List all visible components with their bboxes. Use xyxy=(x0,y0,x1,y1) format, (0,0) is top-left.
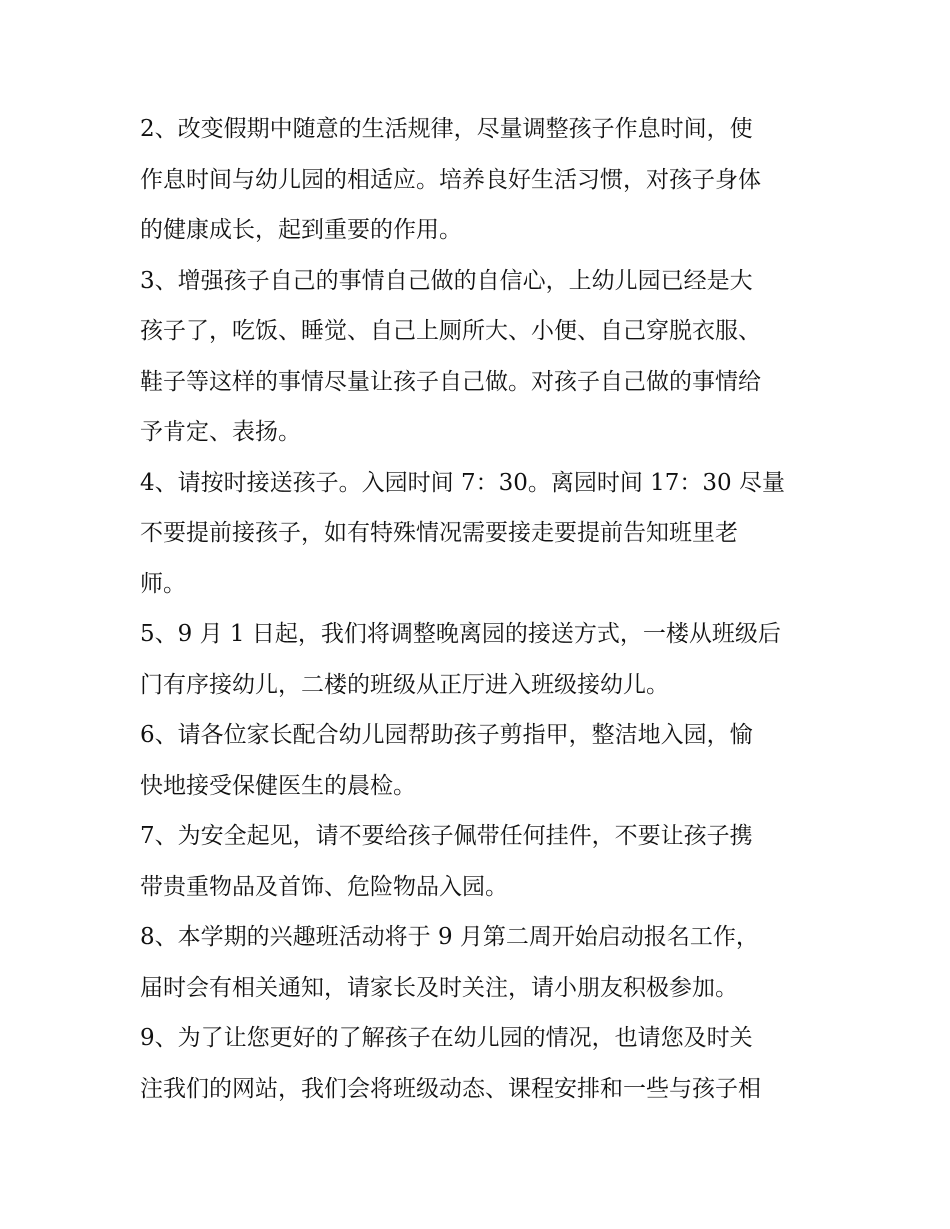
paragraph-item-4 xyxy=(140,458,820,610)
text-line: 的健康成长，起到重要的作用。 xyxy=(140,217,462,243)
text-line: 6、请各位家长配合幼儿园帮助孩子剪指甲，整洁地入园，愉 xyxy=(140,722,753,748)
text-line: 届时会有相关通知，请家长及时关注，请小朋友积极参加。 xyxy=(140,974,738,1001)
text-line: 鞋子等这样的事情尽量让孩子自己做。对孩子自己做的事情给 xyxy=(140,368,761,395)
text-line: 作息时间与幼儿园的相适应。培养良好生活习惯，对孩子身体 xyxy=(140,166,761,193)
text-line: 8、本学期的兴趣班活动将于 9 月第二周开始启动报名工作， xyxy=(140,924,759,950)
text-line: 7、为安全起见，请不要给孩子佩带任何挂件，不要让孩子携 xyxy=(140,823,753,849)
paragraph-item-6 xyxy=(140,710,820,811)
text-line: 4、请按时接送孩子。入园时间 7：30。离园时间 17：30 尽量 xyxy=(140,469,785,496)
text-line: 2、改变假期中随意的生活规律，尽量调整孩子作息时间，使 xyxy=(140,116,753,142)
paragraph-item-7 xyxy=(140,811,820,912)
text-line: 注我们的网站，我们会将班级动态、课程安排和一些与孩子相 xyxy=(140,1075,761,1102)
document-body xyxy=(140,104,820,1114)
paragraph-item-3 xyxy=(140,256,820,458)
paragraph-item-5 xyxy=(140,609,820,710)
text-line: 门有序接幼儿，二楼的班级从正厅进入班级接幼儿。 xyxy=(140,671,669,698)
text-line: 不要提前接孩子，如有特殊情况需要接走要提前告知班里老 xyxy=(140,520,738,546)
paragraph-item-9 xyxy=(140,1013,820,1114)
text-line: 3、增强孩子自己的事情自己做的自信心，上幼儿园已经是大 xyxy=(140,267,753,294)
text-line: 5、9 月 1 日起，我们将调整晚离园的接送方式，一楼从班级后 xyxy=(140,621,781,647)
text-line: 9、为了让您更好的了解孩子在幼儿园的情况，也请您及时关 xyxy=(140,1025,753,1051)
text-line: 孩子了，吃饭、睡觉、自己上厕所大、小便、自己穿脱衣服、 xyxy=(140,318,761,344)
text-line: 予肯定、表扬。 xyxy=(140,419,301,445)
paragraph-item-2 xyxy=(140,104,820,256)
text-line: 带贵重物品及首饰、危险物品入园。 xyxy=(140,873,508,900)
paragraph-item-8 xyxy=(140,912,820,1013)
text-line: 快地接受保健医生的晨检。 xyxy=(140,772,416,799)
text-line: 师。 xyxy=(140,570,186,597)
